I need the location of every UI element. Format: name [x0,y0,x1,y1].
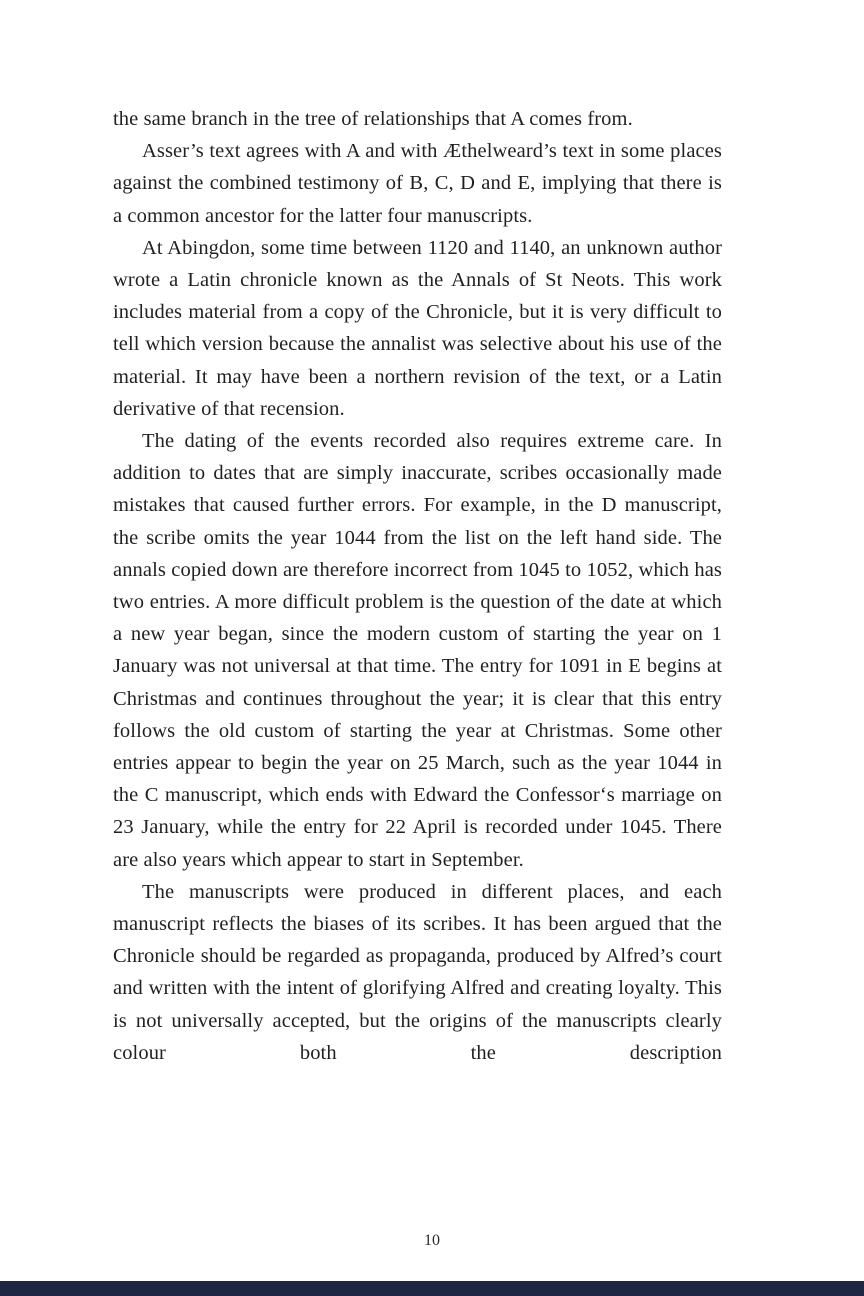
text-block [113,103,722,1069]
page-number: 10 [424,1232,440,1249]
paragraph: The dating of the events recorded also requires extreme care. In addition to dates that are simply inaccurate, scribes occasionally made mistakes that caused further errors. For example, in the D manuscript, the scribe omits the year 1044 from the list on the left hand side. The annals copied down are therefore incorrect from 1045 to 1052, which has two entries. A more difficult problem is the question of the date at which a new year began, since the modern custom of starting the year on 1 January was not universal at that time. The entry for 1091 in E begins at Christmas and continues throughout the year; it is clear that this entry follows the old custom of starting the year at Christmas. Some other entries appear to begin the year on 25 March, such as the year 1044 in the C manuscript, which ends with Edward the Confessor‘s marriage on 23 January, while the entry for 22 April is recorded under 1045. There are also years which appear to start in September. [113,430,722,871]
bottom-bar [0,1281,864,1296]
paragraph-continuation: the same branch in the tree of relationships that A comes from. [113,108,633,130]
paragraph: At Abingdon, some time between 1120 and 1140, an unknown author wrote a Latin chronicle known as the Annals of St Neots. This work includes material from a copy of the Chronicle, but it is very difficult to tell which version because the annalist was selective about his use of the material. It may have been a northern revision of the text, or a Latin derivative of that recension. [113,236,722,420]
paragraph: Asser’s text agrees with A and with Æthelweard’s text in some places against the combined testimony of B, C, D and E, implying that there is a common ancestor for the latter four manuscripts. [113,140,722,227]
paragraph: The manuscripts were produced in different places, and each manuscript reflects the biases of its scribes. It has been argued that the Chronicle should be regarded as propaganda, produced by Alfred’s court and written with the intent of glorifying Alfred and creating loyalty. This is not universally accepted, but the origins of the manuscripts clearly colour both the description [113,880,722,1064]
